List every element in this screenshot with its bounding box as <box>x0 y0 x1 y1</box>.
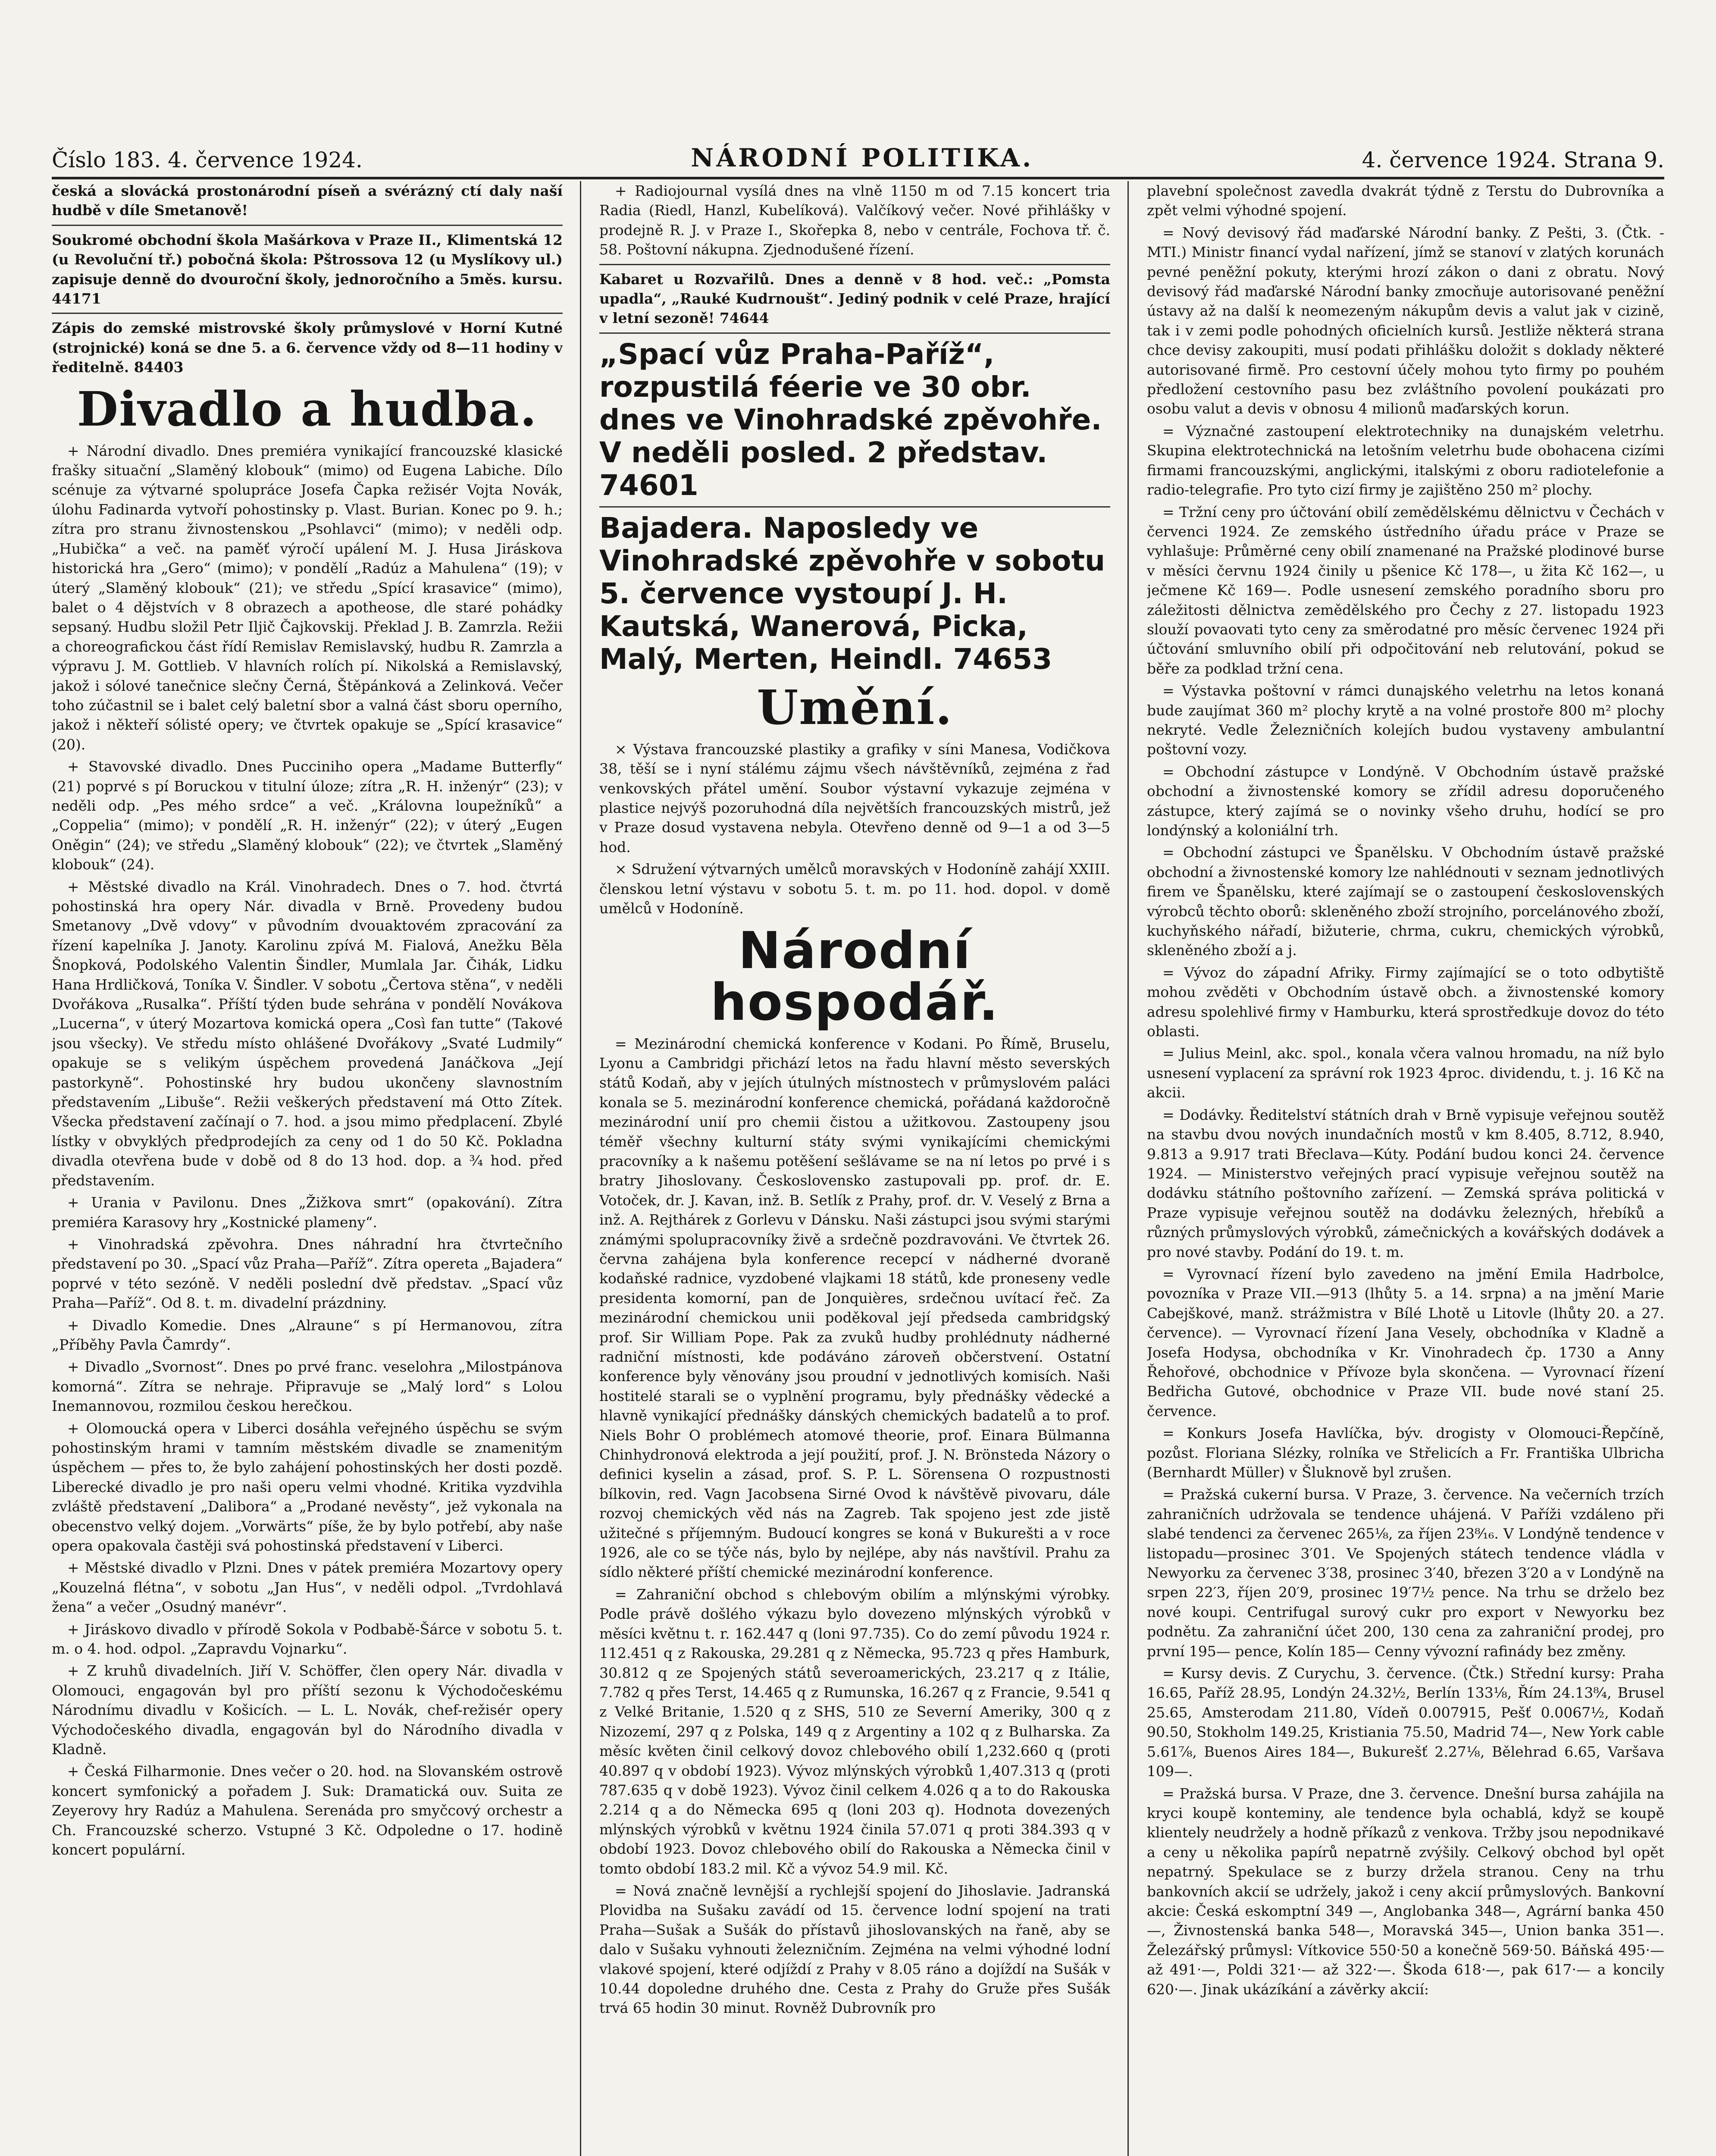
article-paragraph: + Radiojournal vysílá dnes na vlně 1150 m od 7.15 koncert tria Radia (Riedl, Hanzl, Kubelíková). Valčíkový večer. Nové přihlášky v prodejně R. J. v Praze I., Skořepka 8, nebo v centrále, Fochova tř. č. 58. Poštovní nákupna. Zjednodušené řízení. <box>599 182 1110 258</box>
article-paragraph: + Městské divadlo na Král. Vinohradech. Dnes o 7. hod. čtvrtá pohostinská hra opery Nár. divadla v Brně. Provedeny budou Smetanovy „Dvě vdovy“ v původním dvouaktovém zpracování za řízení kapelníka J. Janoty. Karolinu zpívá M. Fialová, Anežku Běla Šnopková, Podolského Valentin Šindler, Mumlala Jar. Čihák, Lidku Hana Hrdličková, Toníka V. Šindler. V sobotu „Čertova stěna“, v neděli Dvořákova „Rusalka“. Příští týden bude sehrána v pondělí Novákova „Lucerna“, v úterý Mozartova komická opera „Così fan tutte“ (Takové jsou všecky). Ve středu místo ohlášené Dvořákovy „Svaté Ludmily“ opakuje se s velikým úspěchem provedená Janáčkova „Její pastorkyně“. Pohostinské hry budou ukončeny slavnostním představením „Libuše“. Režii veškerých představení má Otto Zítek. Všecka představení začínají o 7. hod. a jsou mimo předplacení. Zbylé lístky v obvyklých předprodejích za ceny od 1 do 50 Kč. Pokladna divadla otevřena bude v době od 8 do 13 hod. dop. a ¾ hod. před představením. <box>52 878 563 1189</box>
advertisement-large: Bajadera. Naposledy ve Vinohradské zpěvohře v sobotu 5. července vystoupí J. H. Kautská, Wanerová, Picka, Malý, Merten, Heindl. 74653 <box>599 511 1105 676</box>
article-paragraph: + Divadlo „Svornost“. Dnes po prvé franc. veselohra „Milostpánova komorná“. Zítra se nehraje. Připravuje se „Malý lord“ s Lolou Inemannovou, rozmilou českou herečkou. <box>52 1358 563 1415</box>
article-paragraph: + Jiráskovo divadlo v přírodě Sokola v Podbabě-Šárce v sobotu 5. t. m. o 4. hod. odpol. „Zapravdu Vojnarku“. <box>52 1620 563 1658</box>
article-paragraph: = Výstavka poštovní v rámci dunajského veletrhu na letos konaná bude zaujímat 360 m² plochy krytě a na volné prostoře 800 m² plochy nekryté. Vedle Železničních kolejích budou vystaveny ambulantní poštovní vozy. <box>1147 682 1664 758</box>
column-rule <box>1127 181 1129 2156</box>
article-paragraph: = Význačné zastoupení elektrotechniky na dunajském veletrhu. Skupina elektrotechnická na letošním veletrhu bude obohacena cizími firmami francouzskými, anglickými, italskými z oboru radiotelefonie a radio-telegrafie. Pro tyto cizí firmy je zajištěno 250 m² plochy. <box>1147 422 1664 498</box>
section-heading: Divadlo a hudba. <box>77 381 538 437</box>
issue-info: Číslo 183. 4. července 1924. <box>52 147 363 172</box>
column-2 <box>599 181 1110 2156</box>
article-paragraph: + Stavovské divadlo. Dnes Pucciniho opera „Madame Butterfly“ (21) poprvé s pí Boruckou v titulní úloze; zítra „R. H. inženýr“ (23); v neděli odp. „Pes mého srdce“ a več. „Královna loupežníků“ a „Coppelia“ (mimo); v pondělí „R. H. inženýr“ (22); v úterý „Eugen Oněgin“ (24); ve středu „Slaměný klobouk“ (22); ve čtvrtek „Slaměný klobouk“ (24). <box>52 758 563 873</box>
article-paragraph: + Z kruhů divadelních. Jiří V. Schöffer, člen opery Nár. divadla v Olomouci, engagován byl pro příští sezonu k Východočeskému Národnímu divadlu v Košicích. — L. L. Novák, chef-režisér opery Východočeského divadla, engagován byl do Národního divadla v Kladně. <box>52 1662 563 1758</box>
advertisement: Kabaret u Rozvařilů. Dnes a denně v 8 hod. več.: „Pomsta upadla“, „Rauké Kudrnoušt“. Jediný podnik v celé Praze, hrající v letní sezoně! 74644 <box>599 270 1110 327</box>
article-paragraph: + Národní divadlo. Dnes premiéra vynikající francouzské klasické frašky situační „Slaměný klobouk“ (mimo) od Eugena Labiche. Dílo scénuje za výtvarné spolupráce Josefa Čapka režisér Vojta Novák, úlohu Fadinarda vytvoří pohostinsky p. Vlast. Burian. Konec po 9. h.; zítra pro stranu živnostenskou „Psohlavci“ (mimo); v neděli odp. „Hubička“ a več. na paměť výročí upálení M. J. Husa Jiráskova historická hra „Gero“ (mimo); v pondělí „Radúz a Mahulena“ (19); v úterý „Slaměný klobouk“ (21); ve středu „Spící krasavice“ (mimo), balet o 4 dějstvích v 8 obrazech a apotheose, dle staré pohádky sepsaný. Hudbu složil Petr Iljič Čajkovskij. Překlad J. B. Zamrzla. Režii a choreografickou část řídí Remislav Remislavský, hudbu R. Zamrzla a výpravu J. M. Gottlieb. V hlavních rolích pí. Nikolská a Remislavský, jakož i sólové tanečnice slečny Černá, Štěpánková a Zelinková. Večer toho zúčastnil se i balet celý baletní sbor a valná část sboru operního, jakož i někteří sólisté opery; ve čtvrtek opakuje se „Spící krasavice“ (20). <box>52 442 563 753</box>
article-paragraph: = Zahraniční obchod s chlebovým obilím a mlýnskými výrobky. Podle právě došlého výkazu bylo dovezeno mlýnských výrobků v měsíci květnu t. r. 162.447 q (loni 97.735). Co do zemí původu 1924 r. 112.451 q z Rakouska, 29.281 q z Německa, 95.723 q přes Hamburk, 30.812 q ze Spojených států severoamerických, 23.217 q z Itálie, 7.782 q přes Terst, 14.465 q z Rumunska, 16.267 q z Francie, 9.541 q z Velké Britanie, 1.520 q z SHS, 510 ze Severní Ameriky, 300 q z Nizozemí, 297 q z Polska, 149 q z Argentiny a 102 q z Bulharska. Za měsíc květen činil celkový dovoz chlebového obilí 1,232.660 q (proti 40.897 q v období 1923). Vývoz mlýnských výrobků 1,407.313 q (proti 787.635 q v době 1923). Vývoz činil celkem 4.026 q a to do Rakouska 2.214 q a do Německa 695 q (loni 203 q). Hodnota dovezených mlýnských výrobků v květnu 1924 činila 57.071 q proti 384.393 q v období 1923. Dovoz chlebového obilí do Rakouska a Německa činil v tomto období 183.2 mil. Kč a vývoz 54.9 mil. Kč. <box>599 1586 1110 1877</box>
article-paragraph: plavební společnost zavedla dvakrát týdně z Terstu do Dubrovníka a zpět velmi výhodné spojení. <box>1147 182 1664 219</box>
article-paragraph: = Julius Meinl, akc. spol., konala včera valnou hromadu, na níž bylo usnesení vyplacení za správní rok 1923 4proc. dividendu, t. j. 16 Kč na akcii. <box>1147 1045 1664 1101</box>
article-paragraph: = Obchodní zástupce v Londýně. V Obchodním ústavě pražské obchodní a živnostenské komory se zřídil adresu doporučeného zástupce, který zajímá se o novinky všeho druhu, hodící se pro londýnský a koloniální trh. <box>1147 763 1664 839</box>
page-info: 4. července 1924. Strana 9. <box>1362 147 1664 172</box>
article-paragraph: = Konkurs Josefa Havlíčka, býv. drogisty v Olomouci-Řepčíně, pozůst. Floriana Slézky, rolníka ve Střelicích a Fr. Františka Ulbricha (Bernhardt Müller) v Šluknově byl zrušen. <box>1147 1425 1664 1481</box>
advertisement: Zápis do zemské mistrovské školy průmyslové v Horní Kutné (strojnické) koná se dne 5. a 6. července vždy od 8—11 hodiny v ředitelně. 84403 <box>52 320 563 376</box>
article-paragraph: = Dodávky. Ředitelství státních drah v Brně vypisuje veřejnou soutěž na stavbu dvou nových inundačních mostů v km 8.405, 8.712, 8.940, 9.813 a 9.917 trati Břeclava—Kúty. Podání budou konci 24. července 1924. — Ministerstvo veřejných prací vypisuje veřejnou soutěž na dodávku státního poštovního zařízení. — Zemská správa politická v Praze vypisuje veřejnou soutěž na dodávku železných, hřebíků a různých průmyslových výrobků, zámečnických a kovářských dodávek a pro nové stavby. Podání do 19. t. m. <box>1147 1106 1664 1260</box>
article-paragraph: = Obchodní zástupci ve Španělsku. V Obchodním ústavě pražské obchodní a živnostenské komory lze nahlédnouti v seznam jednotlivých firem ve Španělsku, které zajímají se o zastoupení československých výrobců těchto oborů: skleněného zboží strojního, porcelánového zboží, kuchyňského nářadí, bižuterie, chrma, cukru, chemických výrobků, skleněného zboží a j. <box>1147 844 1664 959</box>
divider <box>599 332 1110 334</box>
article-paragraph: = Mezinárodní chemická konference v Kodani. Po Římě, Bruselu, Lyonu a Cambridgi přichází letos na řadu hlavní město severských států Kodaň, aby v jejích útulných místnostech v průmyslovém paláci konala se 5. mezinárodní konference chemická, pořádaná každoročně mezinárodní unií pro chemii čistou a užitkovou. Zastoupeny jsou téměř všechny kulturní státy svými vynikajícími chemickými pracovníky a k našemu potěšení sešlávame se na ní letos po prvé i s bratry Jihoslovany. Československo zastupovali pp. prof. dr. E. Votoček, dr. J. Kavan, inž. B. Setlík z Prahy, prof. dr. V. Veselý z Brna a inž. A. Rejthárek z Gorlevu v Dánsku. Naši zástupci jsou svými starými známými spolupracovníky živě a srdečně pozdravováni. Ve čtvrtek 26. června zahájena byla konference recepcí v nádherné dvoraně kodaňské radnice, vyzdobené vlajkami 18 států, kde proneseny vedle presidenta komorní, pan de Jonquières, srdečnou uvítací řeč. Za mezinárodní chemickou unii poděkoval její předseda cambridgský prof. Sir William Pope. Pak za zvuků hudby prohlédnuty nádherné radniční místnosti, kde podáváno zároveň občerstvení. Ostatní konference byly věnovány jsou proudní v jednotlivých komisích. Naši hostitelé starali se o vyplnění programu, byly přednášky vědecké a hlavně vynikající přednášky dánských chemických badatelů a to prof. Niels Bohr O problémech atomové theorie, prof. Einara Bülmanna Chinhydronová elektroda a její použití, prof. J. N. Brönsteda Názory o definici kyselin a zásad, prof. S. P. L. Sörensena O rozpustnosti bílkovin, red. Vagn Jacobsena Sirné Ovod k návštěvě pivovaru, dále rozvoj chemických věd nás na Zagreb. Tak spojeno jest zde jistě užitečné s příjemným. Budoucí kongres se koná v Bukurešti a v roce 1926, ale co se týče nás, bylo by nejlépe, aby nás navštívil. Prahu za sídlo některé příští chemické mezinárodní konference. <box>599 1035 1110 1581</box>
intro-text: česká a slovácká prostonárodní píseň a svérázný ctí daly naší hudbě v díle Smetanově! <box>52 182 563 219</box>
column-1 <box>52 181 563 2156</box>
article-paragraph: = Vývoz do západní Afriky. Firmy zajímající se o toto odbytiště mohou zvěděti v Obchodním ústavě obch. a živnostenské komory adresu spolehlivé firmy v Hamburku, která sprostředkuje dovoz do této oblasti. <box>1147 964 1664 1040</box>
column-3 <box>1147 181 1664 2156</box>
article-paragraph: = Kursy devis. Z Curychu, 3. července. (Čtk.) Střední kursy: Praha 16.65, Paříž 28.95, Londýn 24.32½, Berlín 133⅛, Řím 24.13⁸⁄₄, Brusel 25.65, Amsterodam 211.80, Vídeň 0.007915, Pešť 0.0067½, Kodaň 90.50, Stokholm 149.25, Kristiania 75.50, Madrid 74—, New York cable 5.61⅞, Buenos Aires 184—, Bukurešť 2.27⅛, Bělehrad 6.65, Varšava 109—. <box>1147 1665 1664 1780</box>
article-paragraph: + Česká Filharmonie. Dnes večer o 20. hod. na Slovanském ostrově koncert symfonický a pořadem J. Suk: Dramatická ouv. Suita ze Zeyerovy hry Radúz a Mahulena. Serenáda pro smyčcový orchestr a Ch. Francouzské scherzo. Vstupné 3 Kč. Odpoledne o 17. hodině koncert populární. <box>52 1763 563 1858</box>
article-paragraph: = Vyrovnací řízení bylo zavedeno na jmění Emila Hadrbolce, povozníka v Praze VII.—913 (lhůty 5. a 14. srpna) a na jmění Marie Cabejškové, manž. strážmistra v Bílé Lhotě u Litovle (lhůty 20. a 27. července). — Vyrovnací řízení Jana Vesely, obchodníka v Kladně a Josefa Hodysa, obchodníka v Kr. Vinohradech čp. 1730 a Anny Řehořové, obchodnice v Přívoze byla skončena. — Vyrovnací řízení Bedřicha Gutové, obchodnice v Praze VII. bude nové staní 25. července. <box>1147 1265 1664 1420</box>
article-paragraph: = Tržní ceny pro účtování obilí zemědělskému dělnictvu v Čechách v červenci 1924. Ze zemského ústředního úřadu práce v Praze se vyhlašuje: Průměrné ceny obilí znamenané na Pražské plodinové burse v měsíci červnu 1924 činily u pšenice Kč 178—, u žita Kč 162—, u ječmene Kč 169—. Podle usnesení zemského poradního sboru pro záležitosti dělnictva zemědělského pro Čechy z 27. listopadu 1923 slouží povaovati tyto ceny za směrodatné pro měsíc červenec 1924 při účtování smluvního obilí při odpočitování neb relutování, pokud se běře za podklad tržní cena. <box>1147 503 1664 677</box>
column-rule <box>580 181 581 2156</box>
article-paragraph: = Nová značně levnější a rychlejší spojení do Jihoslavie. Jadranská Plovidba na Sušaku zavádí od 15. července lodní spojení na trati Praha—Sušak a Sušák do přístavů jihoslovanských na řaně, aby se dalo v Sušaku vyhnouti železničním. Zejména na velmi výhodné lodní vlakové spojení, které odjíždí z Prahy v 8.05 ráno a dojíždí na Sušák v 10.44 dopoledne druhého dne. Cesta z Prahy do Gruže přes Sušák trvá 65 hodin 30 minut. Rovněž Dubrovník pro <box>599 1882 1110 2017</box>
article-paragraph: + Divadlo Komedie. Dnes „Alraune“ s pí Hermanovou, zítra „Příběhy Pavla Čamrdy“. <box>52 1316 563 1353</box>
advertisement: Soukromé obchodní škola Mašárkova v Praze II., Klimentská 12 (u Revoluční tř.) pobočná škola: Pštrossova 12 (u Myslíkovy ul.) zapisuje denně do dvouroční školy, jednoročního a 5měs. kursu. 44171 <box>52 231 563 307</box>
article-paragraph: × Výstava francouzské plastiky a grafiky v síni Manesa, Vodičkova 38, těší se i nyní stálému zájmu všech návštěvníků, zejména z řad venkovských přátel umění. Soubor výstavní vykazuje zejména v plastice nejvýš pozoruhodná díla největších francouzských mistrů, jež v Praze dosud vystavena nebyla. Otevřeno denně od 9—1 a od 3—5 hod. <box>599 740 1110 856</box>
divider <box>599 264 1110 265</box>
article-paragraph: + Vinohradská zpěvohra. Dnes náhradní hra čtvrtečního představení po 30. „Spací vůz Praha—Paříž“. Zítra opereta „Bajadera“ poprvé v této sezóně. V neděli poslední dvě představ. „Spací vůz Praha—Paříž“. Od 8. t. m. divadelní prázdniny. <box>52 1235 563 1312</box>
article-paragraph: = Nový devisový řád maďarské Národní banky. Z Pešti, 3. (Čtk. - MTI.) Ministr financí vydal nařízení, jímž se stanoví v zlatých korunách pevné peněžní pokuty, kterými hrozí zákon o dani z obratu. Nový devisový řád maďarské Národní banky zmocňuje autorisované peněžní ústavy až na další k neomezeným nákupům devis a valut jak v cizině, tak i v zemi podle pohodných oficielních kursů. Jestliže některá strana chce devisy zakoupiti, musí podati přihlášku doložit s doklady některé autorisované firmě. Pro cestovní účely mohou tyto firmy po pouhém předložení cestovního pasu bez zvláštního povolení poukázati pro osobu valut a devis v obnosu 4 milionů maďarských korun. <box>1147 224 1664 417</box>
section-heading: Národní hospodář. <box>710 920 999 1032</box>
article-paragraph: + Městské divadlo v Plzni. Dnes v pátek premiéra Mozartovy opery „Kouzelná flétna“, v sobotu „Jan Hus“, v neděli odpol. „Tvrdohlavá žena“ a večer „Osudný manévr“. <box>52 1559 563 1616</box>
divider <box>599 506 1110 508</box>
divider <box>52 225 563 226</box>
article-paragraph: + Olomoucká opera v Liberci dosáhla veřejného úspěchu se svým pohostinským hrami v tamním městském divadle se znamenitým úspěchem — přes to, že bylo zahájení pohostinských her dosti pozdě. Liberecké divadlo je pro naši operu velmi vhodné. Kritika vyzdvihla zvláště představení „Dalibora“ a „Prodané nevěsty“, jež vykonala na obecenstvo velký dojem. „Vorwärts“ píše, že by bylo potřebí, aby naše opera opakovala častěji svá pohostinská představení v Liberci. <box>52 1420 563 1554</box>
advertisement-large: „Spací vůz Praha-Paříž“, rozpustilá féerie ve 30 obr. dnes ve Vinohradské zpěvohře. V neděli posled. 2 představ. 74601 <box>599 337 1102 502</box>
article-paragraph: × Sdružení výtvarných umělců moravských v Hodoníně zahájí XXIII. členskou letní výstavu v sobotu 5. t. m. po 11. hod. dopol. v domě umělců v Hodoníně. <box>599 861 1110 917</box>
article-paragraph: = Pražská cukerní bursa. V Praze, 3. července. Na večerních trzích zahraničních udržovala se tendence uhájená. V Paříži vzdáleno při slabé tendenci za červenec 265⅛, za říjen 23⁸⁄₁₆. V Londýně tendence v listopadu—prosinec 3′01. Ve Spojených státech tendence vládla v Newyorku za červenec 3′38, prosinec 3′40, březen 3′20 a v Londýně na srpen 22′3, říjen 20′9, prosinec 19′7½ pence. Na trhu se drželo bez nové koupi. Centrifugal surový cukr pro export v Newyorku bez podnětu. Za zahraniční účet 200, 130 cena za zahraniční prodej, pro první 195— pence, Kolín 185— Cenny vývozní rafinády bez změny. <box>1147 1486 1664 1660</box>
article-paragraph: = Pražská bursa. V Praze, dne 3. července. Dnešní bursa zahájila na kryci koupě konteminy, ale tendence byla ochablá, když se koupě klientely neudržely a hodně příkazů z venkova. Tržby jsou nepodnikavé a ceny u několika papírů nepatrně zvýšily. Celkový obchod byl opět nepatrný. Spekulace se z burzy držela stranou. Ceny na trhu bankovních akcií se udržely, jakož i ceny akcií průmyslových. Bankovní akcie: Česká eskomptní 349 —, Anglobanka 348—, Agrární banka 450—, Živnostenská banka 548—, Moravská 345—, Union banka 351—. Železářský průmysl: Vítkovice 550·50 a konečně 569·50. Báňská 495·— až 491·—, Poldi 321·— až 322·—. Škoda 618·—, pak 617·— a koncily 620·—. Jinak ukázíkání a závěrky akcií: <box>1147 1785 1664 1998</box>
article-paragraph: + Urania v Pavilonu. Dnes „Žižkova smrt“ (opakování). Zítra premiéra Karasovy hry „Kostnické plameny“. <box>52 1194 563 1231</box>
page-header <box>52 138 1664 179</box>
masthead: NÁRODNÍ POLITIKA. <box>691 143 1034 172</box>
divider <box>52 313 563 314</box>
section-heading: Umění. <box>757 679 953 735</box>
